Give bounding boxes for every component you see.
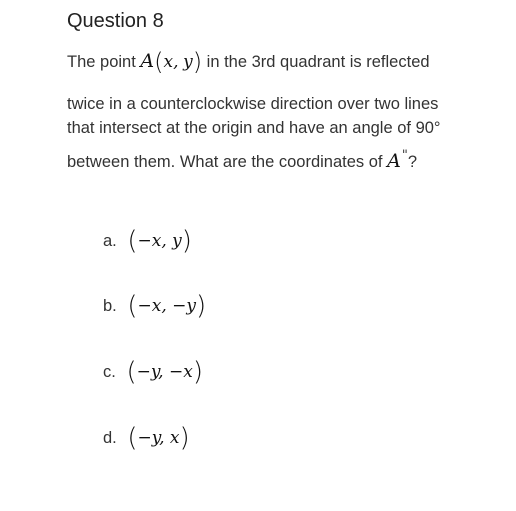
question-text-line-3: that intersect at the origin and have an angle of 90°: [67, 119, 441, 137]
option-second-coordinate: y: [172, 231, 182, 251]
option-first-coordinate: −x,: [137, 231, 167, 251]
option-expression: [127, 226, 192, 256]
right-paren: ): [192, 357, 203, 387]
answer-option-a[interactable]: [103, 226, 192, 256]
left-paren: (: [127, 423, 138, 453]
answer-option-b[interactable]: [103, 291, 206, 321]
option-letter: a.: [103, 232, 117, 250]
question-text-line-1: [67, 48, 430, 76]
question-mark: ?: [407, 153, 418, 171]
question-text-segment: The point: [67, 53, 141, 71]
point-label: A: [140, 50, 155, 72]
option-letter: c.: [103, 363, 116, 381]
right-paren: ): [179, 423, 190, 453]
target-point-label: A: [387, 150, 401, 172]
point-x: x,: [163, 52, 179, 72]
question-text-segment: in the 3rd quadrant is reflected: [202, 53, 430, 71]
option-expression: [127, 423, 190, 453]
option-first-coordinate: −x,: [137, 296, 167, 316]
question-text-line-2: twice in a counterclockwise direction over two lines: [67, 95, 439, 113]
left-paren: (: [154, 48, 164, 76]
option-second-coordinate: −y: [172, 296, 197, 316]
right-paren: ): [196, 291, 207, 321]
answer-option-d[interactable]: [103, 423, 190, 453]
option-second-coordinate: x: [169, 428, 180, 448]
left-paren: (: [127, 291, 138, 321]
option-letter: b.: [103, 297, 117, 315]
option-letter: d.: [103, 429, 117, 447]
option-second-coordinate: −x: [169, 362, 193, 382]
option-first-coordinate: −y,: [137, 428, 165, 448]
option-first-coordinate: −y,: [136, 362, 164, 382]
double-prime-mark: ": [401, 148, 408, 163]
point-y: y: [183, 52, 193, 72]
answer-option-c[interactable]: [103, 357, 203, 387]
right-paren: ): [192, 48, 203, 76]
question-title: Question 8: [67, 10, 164, 32]
left-paren: (: [126, 357, 137, 387]
left-paren: (: [127, 226, 138, 256]
right-paren: ): [181, 226, 192, 256]
option-expression: [127, 291, 207, 321]
question-text-segment: between them. What are the coordinates of: [67, 153, 388, 171]
option-expression: [126, 357, 203, 387]
question-text-line-4: [67, 148, 417, 172]
